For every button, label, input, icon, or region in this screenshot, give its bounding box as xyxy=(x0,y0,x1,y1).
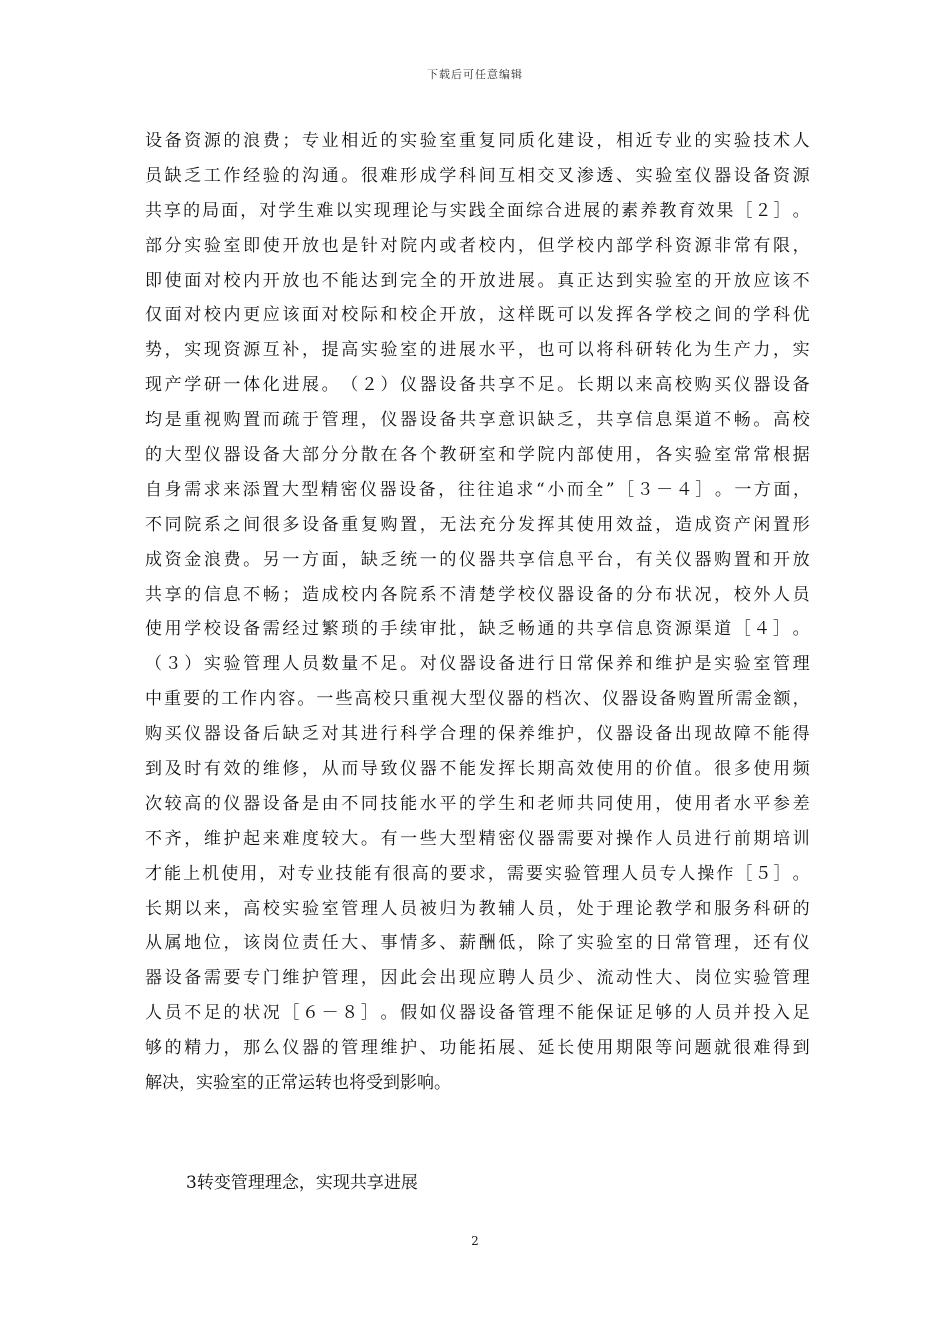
text-line: 员 缺 乏 工 作 经 验 的 沟 通 。 很 难 形 成 学 科 间 互 相 交 叉 渗 透 、 实 验 室 仪 器 设 备 资 源 xyxy=(145,165,810,186)
text-line: 才 能 上 机 使 用 ， 对 专 业 技 能 有 很 高 的 要 求 ， 需 要 实 验 管 理 人 员 专 人 操 作 ［ ５ ］ 。 xyxy=(145,863,810,884)
text-line: 均 是 重 视 购 置 而 疏 于 管 理 ， 仪 器 设 备 共 享 意 识 缺 乏 ， 共 享 信 息 渠 道 不 畅 。 高 校 xyxy=(145,410,810,431)
section-heading: 3转变管理理念，实现共享进展 xyxy=(186,1173,418,1193)
text-line: 人 员 不 足 的 状 况 ［ ６ － ８ ］ 。 假 如 仪 器 设 备 管 理 不 能 保 证 足 够 的 人 员 并 投 入 足 xyxy=(145,1003,810,1024)
text-line: 设 备 资 源 的 浪 费 ； 专 业 相 近 的 实 验 室 重 复 同 质 化 建 设 ， 相 近 专 业 的 实 验 技 术 人 xyxy=(145,131,810,151)
text-line: 势 ， 实 现 资 源 互 补 ， 提 高 实 验 室 的 进 展 水 平 ， 也 可 以 将 科 研 转 化 为 生 产 力 ， 实 xyxy=(145,340,810,361)
text-line: 成 资 金 浪 费 。 另 一 方 面 ， 缺 乏 统 一 的 仪 器 共 享 信 息 平 台 ， 有 关 仪 器 购 置 和 开 放 xyxy=(145,549,810,570)
text-line: 从 属 地 位 ， 该 岗 位 责 任 大 、 事 情 多 、 薪 酬 低 ， 除 了 实 验 室 的 日 常 管 理 ， 还 有 仪 xyxy=(145,933,810,954)
text-line: 使 用 学 校 设 备 需 经 过 繁 琐 的 手 续 审 批 ， 缺 乏 畅 通 的 共 享 信 息 资 源 渠 道 ［ ４ ］ 。 xyxy=(145,619,810,640)
text-line: 不 齐 ， 维 护 起 来 难 度 较 大 。 有 一 些 大 型 精 密 仪 器 需 要 对 操 作 人 员 进 行 前 期 培 训 xyxy=(145,828,810,849)
text-line: （ ３ ） 实 验 管 理 人 员 数 量 不 足 。 对 仪 器 设 备 进 行 日 常 保 养 和 维 护 是 实 验 室 管 理 xyxy=(145,654,810,675)
text-line: 现 产 学 研 一 体 化 进 展 。 （ ２ ） 仪 器 设 备 共 享 不 足 。 长 期 以 来 高 校 购 买 仪 器 设 备 xyxy=(145,375,810,396)
text-line: 次 较 高 的 仪 器 设 备 是 由 不 同 技 能 水 平 的 学 生 和 老 师 共 同 使 用 ， 使 用 者 水 平 参 差 xyxy=(145,793,810,814)
text-line: 不 同 院 系 之 间 很 多 设 备 重 复 购 置 ， 无 法 充 分 发 挥 其 使 用 效 益 ， 造 成 资 产 闲 置 形 xyxy=(145,514,810,535)
text-line: 共 享 的 局 面 ， 对 学 生 难 以 实 现 理 论 与 实 践 全 面 综 合 进 展 的 素 养 教 育 效 果 ［ ２ ］ 。 xyxy=(145,200,810,221)
text-line: 共 享 的 信 息 不 畅 ； 造 成 校 内 各 院 系 不 清 楚 学 校 仪 器 设 备 的 分 布 状 况 ， 校 外 人 员 xyxy=(145,584,810,605)
page-header: 下载后可任意编辑 xyxy=(427,68,523,81)
text-line: 够 的 精 力 ， 那 么 仪 器 的 管 理 维 护 、 功 能 拓 展 、 延 长 使 用 期 限 等 问 题 就 很 难 得 到 xyxy=(145,1038,810,1059)
text-line: 购 买 仪 器 设 备 后 缺 乏 对 其 进 行 科 学 合 理 的 保 养 维 护 ， 仪 器 设 备 出 现 故 障 不 能 得 xyxy=(145,724,810,745)
text-line: 中 重 要 的 工 作 内 容 。 一 些 高 校 只 重 视 大 型 仪 器 的 档 次 、 仪 器 设 备 购 置 所 需 金 额 ， xyxy=(145,689,810,710)
page-number: 2 xyxy=(471,1234,479,1248)
body-paragraph xyxy=(145,124,810,1101)
text-line: 长 期 以 来 ， 高 校 实 验 室 管 理 人 员 被 归 为 教 辅 人 员 ， 处 于 理 论 教 学 和 服 务 科 研 的 xyxy=(145,898,810,919)
text-line: 到 及 时 有 效 的 维 修 ， 从 而 导 致 仪 器 不 能 发 挥 长 期 高 效 使 用 的 价 值 。 很 多 使 用 频 xyxy=(145,759,810,780)
text-line: 的 大 型 仪 器 设 备 大 部 分 分 散 在 各 个 教 研 室 和 学 院 内 部 使 用 ， 各 实 验 室 常 常 根 据 xyxy=(145,445,810,466)
text-line: 仅 面 对 校 内 更 应 该 面 对 校 际 和 校 企 开 放 ， 这 样 既 可 以 发 挥 各 学 校 之 间 的 学 科 优 xyxy=(145,305,810,326)
text-line: 器 设 备 需 要 专 门 维 护 管 理 ， 因 此 会 出 现 应 聘 人 员 少 、 流 动 性 大 、 岗 位 实 验 管 理 xyxy=(145,968,810,989)
text-line: 部 分 实 验 室 即 使 开 放 也 是 针 对 院 内 或 者 校 内 ， 但 学 校 内 部 学 科 资 源 非 常 有 限 ， xyxy=(145,235,810,256)
text-line: 自 身 需 求 来 添 置 大 型 精 密 仪 器 设 备 ， 往 往 追 求 “ 小 而 全 ” ［ ３ － ４ ］ 。 一 方 面 ， xyxy=(145,479,810,500)
text-line: 解决，实验室的正常运转也将受到影响。 xyxy=(145,1073,451,1094)
text-line: 即 使 面 对 校 内 开 放 也 不 能 达 到 完 全 的 开 放 进 展 。 真 正 达 到 实 验 室 的 开 放 应 该 不 xyxy=(145,270,810,291)
